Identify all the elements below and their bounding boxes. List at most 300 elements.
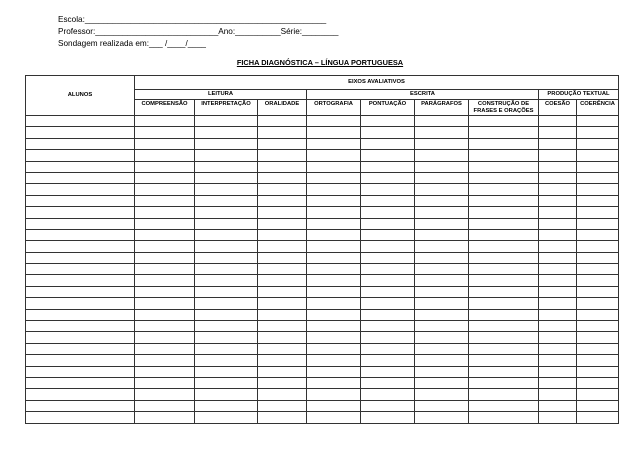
assessment-cell[interactable] [135, 355, 195, 366]
assessment-cell[interactable] [577, 286, 619, 297]
table-row [26, 172, 619, 183]
student-name-cell[interactable] [26, 116, 135, 127]
assessment-cell[interactable] [361, 264, 415, 275]
professor-line: Professor:___________________________Ano:__________Série:________ [58, 27, 339, 36]
assessment-cell[interactable] [361, 355, 415, 366]
student-name-cell[interactable] [26, 161, 135, 172]
table-row [26, 150, 619, 161]
assessment-cell[interactable] [577, 332, 619, 343]
assessment-cell[interactable] [361, 218, 415, 229]
assessment-cell[interactable] [258, 241, 307, 252]
assessment-cell[interactable] [307, 309, 361, 320]
student-name-cell[interactable] [26, 366, 135, 377]
assessment-cell[interactable] [195, 195, 258, 206]
assessment-cell[interactable] [258, 195, 307, 206]
table-row [26, 377, 619, 388]
assessment-cell[interactable] [258, 138, 307, 149]
assessment-cell[interactable] [361, 172, 415, 183]
assessment-cell[interactable] [361, 127, 415, 138]
col-paragrafos: PARÁGRAFOS [415, 100, 469, 116]
assessment-cell[interactable] [361, 366, 415, 377]
assessment-cell[interactable] [361, 184, 415, 195]
assessment-cell[interactable] [135, 229, 195, 240]
assessment-cell[interactable] [135, 275, 195, 286]
assessment-cell[interactable] [195, 400, 258, 411]
assessment-cell[interactable] [469, 150, 539, 161]
assessment-cell[interactable] [539, 138, 577, 149]
assessment-cell[interactable] [195, 366, 258, 377]
assessment-cell[interactable] [469, 161, 539, 172]
assessment-cell[interactable] [307, 172, 361, 183]
assessment-cell[interactable] [258, 309, 307, 320]
assessment-cell[interactable] [577, 377, 619, 388]
assessment-cell[interactable] [577, 298, 619, 309]
assessment-cell[interactable] [415, 389, 469, 400]
assessment-cell[interactable] [361, 116, 415, 127]
producao-header: PRODUÇÃO TEXTUAL [539, 90, 619, 100]
assessment-cell[interactable] [258, 116, 307, 127]
student-name-cell[interactable] [26, 298, 135, 309]
sondagem-line: Sondagem realizada em:___ /____/____ [58, 39, 206, 48]
assessment-cell[interactable] [469, 241, 539, 252]
assessment-cell[interactable] [415, 377, 469, 388]
assessment-cell[interactable] [577, 355, 619, 366]
assessment-cell[interactable] [307, 389, 361, 400]
assessment-cell[interactable] [469, 389, 539, 400]
table-row [26, 332, 619, 343]
assessment-cell[interactable] [415, 252, 469, 263]
assessment-cell[interactable] [135, 412, 195, 423]
assessment-cell[interactable] [539, 264, 577, 275]
assessment-cell[interactable] [135, 172, 195, 183]
assessment-cell[interactable] [577, 127, 619, 138]
student-name-cell[interactable] [26, 389, 135, 400]
assessment-cell[interactable] [469, 127, 539, 138]
assessment-cell[interactable] [469, 343, 539, 354]
assessment-cell[interactable] [195, 332, 258, 343]
assessment-cell[interactable] [415, 321, 469, 332]
assessment-cell[interactable] [469, 264, 539, 275]
assessment-cell[interactable] [307, 241, 361, 252]
assessment-cell[interactable] [307, 275, 361, 286]
table-row [26, 264, 619, 275]
assessment-cell[interactable] [258, 172, 307, 183]
assessment-cell[interactable] [539, 172, 577, 183]
assessment-cell[interactable] [415, 343, 469, 354]
assessment-cell[interactable] [539, 241, 577, 252]
assessment-cell[interactable] [135, 241, 195, 252]
student-name-cell[interactable] [26, 412, 135, 423]
table-row [26, 343, 619, 354]
escola-line: Escola:_____________________________________________________ [58, 15, 327, 24]
assessment-cell[interactable] [469, 116, 539, 127]
table-row [26, 241, 619, 252]
assessment-cell[interactable] [258, 184, 307, 195]
assessment-cell[interactable] [258, 229, 307, 240]
assessment-cell[interactable] [577, 389, 619, 400]
assessment-cell[interactable] [577, 412, 619, 423]
assessment-cell[interactable] [258, 355, 307, 366]
assessment-cell[interactable] [415, 172, 469, 183]
assessment-cell[interactable] [539, 218, 577, 229]
assessment-cell[interactable] [415, 138, 469, 149]
assessment-cell[interactable] [539, 229, 577, 240]
assessment-cell[interactable] [361, 229, 415, 240]
table-row [26, 321, 619, 332]
assessment-cell[interactable] [415, 298, 469, 309]
assessment-cell[interactable] [415, 355, 469, 366]
assessment-cell[interactable] [135, 184, 195, 195]
assessment-cell[interactable] [577, 218, 619, 229]
table-row [26, 116, 619, 127]
student-name-cell[interactable] [26, 286, 135, 297]
assessment-cell[interactable] [307, 184, 361, 195]
assessment-cell[interactable] [469, 229, 539, 240]
assessment-cell[interactable] [361, 400, 415, 411]
assessment-cell[interactable] [195, 298, 258, 309]
assessment-cell[interactable] [258, 161, 307, 172]
assessment-cell[interactable] [415, 150, 469, 161]
assessment-cell[interactable] [577, 241, 619, 252]
student-name-cell[interactable] [26, 355, 135, 366]
assessment-cell[interactable] [135, 207, 195, 218]
assessment-cell[interactable] [361, 389, 415, 400]
assessment-cell[interactable] [415, 116, 469, 127]
assessment-cell[interactable] [361, 195, 415, 206]
assessment-cell[interactable] [195, 207, 258, 218]
col-interpretacao: INTERPRETAÇÃO [195, 100, 258, 116]
assessment-cell[interactable] [135, 150, 195, 161]
assessment-cell[interactable] [195, 252, 258, 263]
student-name-cell[interactable] [26, 207, 135, 218]
assessment-cell[interactable] [539, 298, 577, 309]
assessment-cell[interactable] [135, 298, 195, 309]
table-body [26, 116, 619, 424]
student-name-cell[interactable] [26, 275, 135, 286]
assessment-cell[interactable] [307, 343, 361, 354]
assessment-cell[interactable] [195, 172, 258, 183]
assessment-cell[interactable] [415, 207, 469, 218]
assessment-cell[interactable] [195, 275, 258, 286]
assessment-cell[interactable] [577, 309, 619, 320]
assessment-cell[interactable] [258, 286, 307, 297]
assessment-cell[interactable] [469, 355, 539, 366]
col-oralidade: ORALIDADE [258, 100, 307, 116]
assessment-cell[interactable] [577, 150, 619, 161]
assessment-cell[interactable] [195, 229, 258, 240]
assessment-cell[interactable] [258, 218, 307, 229]
assessment-cell[interactable] [415, 286, 469, 297]
table-row [26, 138, 619, 149]
assessment-cell[interactable] [469, 252, 539, 263]
assessment-cell[interactable] [577, 195, 619, 206]
assessment-cell[interactable] [469, 138, 539, 149]
assessment-cell[interactable] [361, 207, 415, 218]
assessment-cell[interactable] [307, 286, 361, 297]
assessment-cell[interactable] [577, 321, 619, 332]
assessment-cell[interactable] [195, 377, 258, 388]
assessment-cell[interactable] [469, 309, 539, 320]
assessment-cell[interactable] [135, 264, 195, 275]
assessment-cell[interactable] [307, 138, 361, 149]
assessment-cell[interactable] [135, 218, 195, 229]
assessment-cell[interactable] [195, 150, 258, 161]
assessment-cell[interactable] [195, 127, 258, 138]
assessment-cell[interactable] [361, 309, 415, 320]
assessment-cell[interactable] [135, 127, 195, 138]
assessment-cell[interactable] [469, 207, 539, 218]
assessment-cell[interactable] [539, 286, 577, 297]
assessment-cell[interactable] [469, 275, 539, 286]
assessment-cell[interactable] [135, 389, 195, 400]
assessment-cell[interactable] [415, 275, 469, 286]
student-name-cell[interactable] [26, 229, 135, 240]
assessment-cell[interactable] [415, 412, 469, 423]
assessment-cell[interactable] [258, 389, 307, 400]
assessment-cell[interactable] [577, 366, 619, 377]
assessment-cell[interactable] [195, 389, 258, 400]
assessment-cell[interactable] [258, 366, 307, 377]
assessment-cell[interactable] [135, 252, 195, 263]
table-row [26, 195, 619, 206]
assessment-cell[interactable] [135, 309, 195, 320]
assessment-cell[interactable] [361, 150, 415, 161]
assessment-cell[interactable] [361, 275, 415, 286]
student-name-cell[interactable] [26, 195, 135, 206]
assessment-cell[interactable] [195, 343, 258, 354]
assessment-cell[interactable] [577, 252, 619, 263]
assessment-cell[interactable] [258, 298, 307, 309]
assessment-cell[interactable] [469, 412, 539, 423]
table-row [26, 389, 619, 400]
assessment-cell[interactable] [361, 321, 415, 332]
assessment-cell[interactable] [415, 229, 469, 240]
assessment-cell[interactable] [469, 195, 539, 206]
assessment-cell[interactable] [307, 298, 361, 309]
assessment-cell[interactable] [415, 195, 469, 206]
col-coesao: COESÃO [539, 100, 577, 116]
assessment-cell[interactable] [258, 275, 307, 286]
assessment-cell[interactable] [577, 172, 619, 183]
assessment-cell[interactable] [135, 116, 195, 127]
assessment-cell[interactable] [307, 195, 361, 206]
assessment-cell[interactable] [469, 400, 539, 411]
assessment-cell[interactable] [195, 116, 258, 127]
assessment-cell[interactable] [135, 321, 195, 332]
assessment-cell[interactable] [539, 332, 577, 343]
assessment-cell[interactable] [258, 332, 307, 343]
assessment-cell[interactable] [539, 412, 577, 423]
col-compreensao: COMPREENSÃO [135, 100, 195, 116]
assessment-cell[interactable] [195, 264, 258, 275]
assessment-cell[interactable] [539, 184, 577, 195]
assessment-cell[interactable] [258, 377, 307, 388]
assessment-cell[interactable] [539, 389, 577, 400]
assessment-cell[interactable] [415, 218, 469, 229]
assessment-cell[interactable] [195, 412, 258, 423]
assessment-cell[interactable] [577, 264, 619, 275]
assessment-cell[interactable] [415, 309, 469, 320]
student-name-cell[interactable] [26, 218, 135, 229]
assessment-cell[interactable] [258, 150, 307, 161]
student-name-cell[interactable] [26, 264, 135, 275]
student-name-cell[interactable] [26, 172, 135, 183]
assessment-cell[interactable] [307, 161, 361, 172]
student-name-cell[interactable] [26, 332, 135, 343]
assessment-cell[interactable] [135, 400, 195, 411]
assessment-cell[interactable] [469, 218, 539, 229]
assessment-cell[interactable] [577, 343, 619, 354]
table-row [26, 161, 619, 172]
assessment-cell[interactable] [307, 321, 361, 332]
assessment-cell[interactable] [307, 332, 361, 343]
assessment-cell[interactable] [195, 241, 258, 252]
assessment-cell[interactable] [415, 400, 469, 411]
assessment-cell[interactable] [577, 400, 619, 411]
assessment-cell[interactable] [577, 116, 619, 127]
assessment-cell[interactable] [195, 138, 258, 149]
assessment-cell[interactable] [361, 343, 415, 354]
assessment-cell[interactable] [258, 321, 307, 332]
student-name-cell[interactable] [26, 252, 135, 263]
assessment-cell[interactable] [195, 321, 258, 332]
assessment-cell[interactable] [307, 412, 361, 423]
assessment-cell[interactable] [258, 412, 307, 423]
table-row [26, 412, 619, 423]
assessment-cell[interactable] [539, 377, 577, 388]
assessment-cell[interactable] [469, 321, 539, 332]
assessment-cell[interactable] [539, 355, 577, 366]
assessment-cell[interactable] [361, 298, 415, 309]
assessment-cell[interactable] [307, 127, 361, 138]
assessment-cell[interactable] [135, 161, 195, 172]
assessment-cell[interactable] [361, 286, 415, 297]
assessment-cell[interactable] [307, 218, 361, 229]
table-row [26, 229, 619, 240]
assessment-cell[interactable] [258, 127, 307, 138]
assessment-cell[interactable] [539, 150, 577, 161]
assessment-cell[interactable] [577, 275, 619, 286]
assessment-cell[interactable] [539, 161, 577, 172]
student-name-cell[interactable] [26, 184, 135, 195]
table-row [26, 127, 619, 138]
assessment-cell[interactable] [361, 377, 415, 388]
assessment-cell[interactable] [415, 332, 469, 343]
assessment-cell[interactable] [469, 172, 539, 183]
assessment-cell[interactable] [415, 241, 469, 252]
assessment-cell[interactable] [135, 366, 195, 377]
assessment-cell[interactable] [361, 138, 415, 149]
assessment-cell[interactable] [135, 343, 195, 354]
assessment-cell[interactable] [307, 207, 361, 218]
student-name-cell[interactable] [26, 127, 135, 138]
assessment-cell[interactable] [361, 241, 415, 252]
assessment-cell[interactable] [539, 116, 577, 127]
assessment-cell[interactable] [258, 343, 307, 354]
assessment-cell[interactable] [577, 184, 619, 195]
assessment-cell[interactable] [539, 127, 577, 138]
table-row [26, 298, 619, 309]
assessment-cell[interactable] [258, 264, 307, 275]
assessment-cell[interactable] [195, 309, 258, 320]
assessment-cell[interactable] [307, 366, 361, 377]
assessment-cell[interactable] [258, 252, 307, 263]
student-name-cell[interactable] [26, 377, 135, 388]
diagnostic-table [25, 75, 619, 424]
assessment-cell[interactable] [258, 207, 307, 218]
assessment-cell[interactable] [577, 207, 619, 218]
assessment-cell[interactable] [307, 355, 361, 366]
assessment-cell[interactable] [135, 138, 195, 149]
assessment-cell[interactable] [415, 366, 469, 377]
assessment-cell[interactable] [361, 332, 415, 343]
assessment-cell[interactable] [307, 116, 361, 127]
assessment-cell[interactable] [539, 366, 577, 377]
assessment-cell[interactable] [307, 150, 361, 161]
assessment-cell[interactable] [539, 275, 577, 286]
student-name-cell[interactable] [26, 309, 135, 320]
assessment-cell[interactable] [469, 377, 539, 388]
assessment-cell[interactable] [307, 229, 361, 240]
assessment-cell[interactable] [307, 400, 361, 411]
assessment-cell[interactable] [195, 184, 258, 195]
student-name-cell[interactable] [26, 343, 135, 354]
assessment-cell[interactable] [307, 377, 361, 388]
assessment-cell[interactable] [361, 412, 415, 423]
assessment-cell[interactable] [415, 264, 469, 275]
assessment-cell[interactable] [539, 207, 577, 218]
assessment-cell[interactable] [469, 286, 539, 297]
assessment-cell[interactable] [307, 252, 361, 263]
assessment-cell[interactable] [195, 218, 258, 229]
student-name-cell[interactable] [26, 150, 135, 161]
assessment-cell[interactable] [258, 400, 307, 411]
assessment-cell[interactable] [577, 138, 619, 149]
assessment-cell[interactable] [307, 264, 361, 275]
assessment-cell[interactable] [415, 184, 469, 195]
assessment-cell[interactable] [539, 309, 577, 320]
assessment-cell[interactable] [469, 366, 539, 377]
assessment-cell[interactable] [577, 229, 619, 240]
assessment-cell[interactable] [195, 286, 258, 297]
student-name-cell[interactable] [26, 321, 135, 332]
assessment-cell[interactable] [135, 377, 195, 388]
assessment-cell[interactable] [469, 184, 539, 195]
assessment-cell[interactable] [539, 252, 577, 263]
assessment-cell[interactable] [539, 321, 577, 332]
assessment-cell[interactable] [539, 195, 577, 206]
assessment-cell[interactable] [135, 332, 195, 343]
assessment-cell[interactable] [195, 355, 258, 366]
assessment-cell[interactable] [415, 161, 469, 172]
assessment-cell[interactable] [415, 127, 469, 138]
student-name-cell[interactable] [26, 138, 135, 149]
student-name-cell[interactable] [26, 241, 135, 252]
assessment-cell[interactable] [469, 298, 539, 309]
assessment-cell[interactable] [135, 195, 195, 206]
assessment-cell[interactable] [577, 161, 619, 172]
assessment-cell[interactable] [539, 400, 577, 411]
table-row [26, 400, 619, 411]
assessment-cell[interactable] [135, 286, 195, 297]
student-name-cell[interactable] [26, 400, 135, 411]
assessment-cell[interactable] [195, 161, 258, 172]
assessment-cell[interactable] [469, 332, 539, 343]
table-row [26, 218, 619, 229]
assessment-cell[interactable] [361, 252, 415, 263]
assessment-cell[interactable] [361, 161, 415, 172]
assessment-cell[interactable] [539, 343, 577, 354]
